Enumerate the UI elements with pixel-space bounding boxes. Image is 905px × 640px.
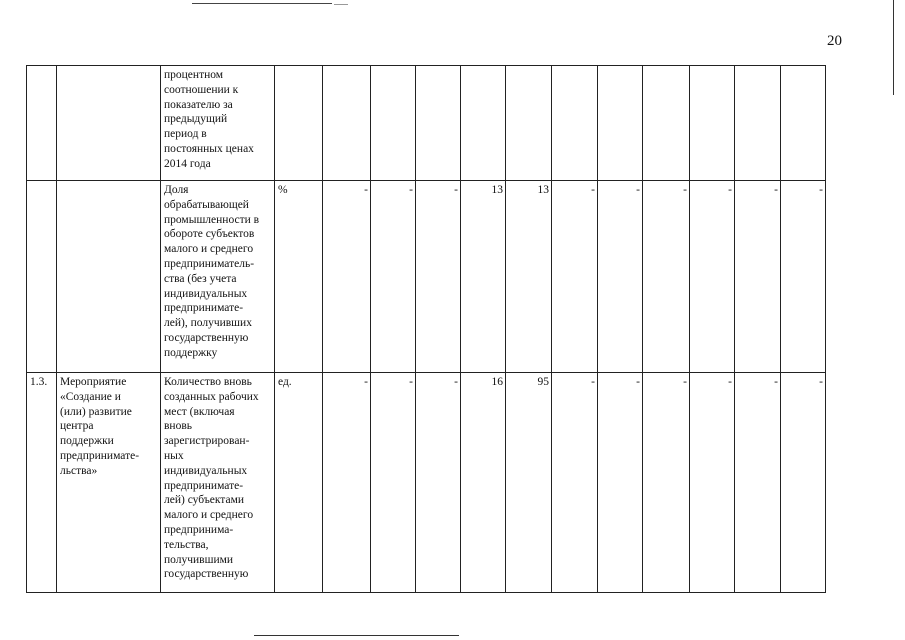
scan-artifact-top-line-fragment [334,4,348,5]
value-cell [552,66,598,181]
value-cell [781,373,826,593]
table-row [27,373,826,593]
row-value: - [819,376,823,388]
value-cell [598,66,643,181]
row-value: - [454,184,458,196]
row-event-cell [57,181,161,373]
value-cell [643,373,690,593]
scan-artifact-bottom-line [254,635,459,636]
value-cell [416,181,461,373]
value-cell [461,181,506,373]
table-row [27,181,826,373]
row-value: - [409,376,413,388]
value-cell [461,373,506,593]
row-code-cell [27,181,57,373]
row-value: 13 [537,184,549,196]
row-value: - [683,376,687,388]
value-cell [461,66,506,181]
value-cell [735,373,781,593]
page-number: 20 [827,33,842,49]
value-cell [416,66,461,181]
row-value: - [591,376,595,388]
row-code-cell [27,66,57,181]
value-cell [735,181,781,373]
row-value: - [819,184,823,196]
row-unit-cell [275,181,323,373]
value-cell [323,66,371,181]
row-value: - [454,376,458,388]
value-cell [506,181,552,373]
scan-artifact-top-line [192,3,332,4]
row-indicator: Доля обрабатывающей промышленности в обороте субъектов малого и среднего предприниматель- ства (без учета индивидуальных предпринимате- лей), получивших государственную поддержку [164,184,260,359]
row-event: Мероприятие «Создание и (или) развитие центра поддержки предпринимате- льства» [60,376,140,477]
value-cell [506,66,552,181]
value-cell [643,181,690,373]
value-cell [735,66,781,181]
value-cell [323,181,371,373]
value-cell [643,66,690,181]
row-value: - [728,184,732,196]
row-value: - [364,184,368,196]
value-cell [552,181,598,373]
row-value: - [591,184,595,196]
row-value: - [636,376,640,388]
row-value: 95 [537,376,549,388]
value-cell [371,373,416,593]
row-unit-cell [275,66,323,181]
row-value: - [728,376,732,388]
row-value: - [774,376,778,388]
row-indicator-cell [161,181,275,373]
row-indicator: Количество вновь созданных рабочих мест (включая вновь зарегистрирован- ных индивидуальных предпринимате- лей) субъектами малого и среднего предпринима- тельства, получившими государственную [164,376,259,581]
row-unit: ед. [278,376,292,388]
value-cell [371,66,416,181]
row-indicator: процентном соотношении к показателю за предыдущий период в постоянных ценах 2014 года [164,69,254,170]
value-cell [781,181,826,373]
value-cell [371,181,416,373]
row-value: - [409,184,413,196]
value-cell [690,181,735,373]
row-unit: % [278,184,288,196]
row-indicator-cell [161,66,275,181]
value-cell [690,373,735,593]
indicators-table [26,65,826,593]
row-value: - [364,376,368,388]
value-cell [416,373,461,593]
value-cell [323,373,371,593]
row-value: - [636,184,640,196]
row-event-cell [57,373,161,593]
row-value: 16 [491,376,503,388]
value-cell [598,373,643,593]
value-cell [552,373,598,593]
value-cell [690,66,735,181]
table-row [27,66,826,181]
row-value: 13 [491,184,503,196]
row-value: - [683,184,687,196]
scan-artifact-right-line [893,0,894,95]
value-cell [506,373,552,593]
row-indicator-cell [161,373,275,593]
value-cell [598,181,643,373]
value-cell [781,66,826,181]
row-code: 1.3. [30,376,48,388]
row-value: - [774,184,778,196]
row-code-cell [27,373,57,593]
row-event-cell [57,66,161,181]
row-unit-cell [275,373,323,593]
